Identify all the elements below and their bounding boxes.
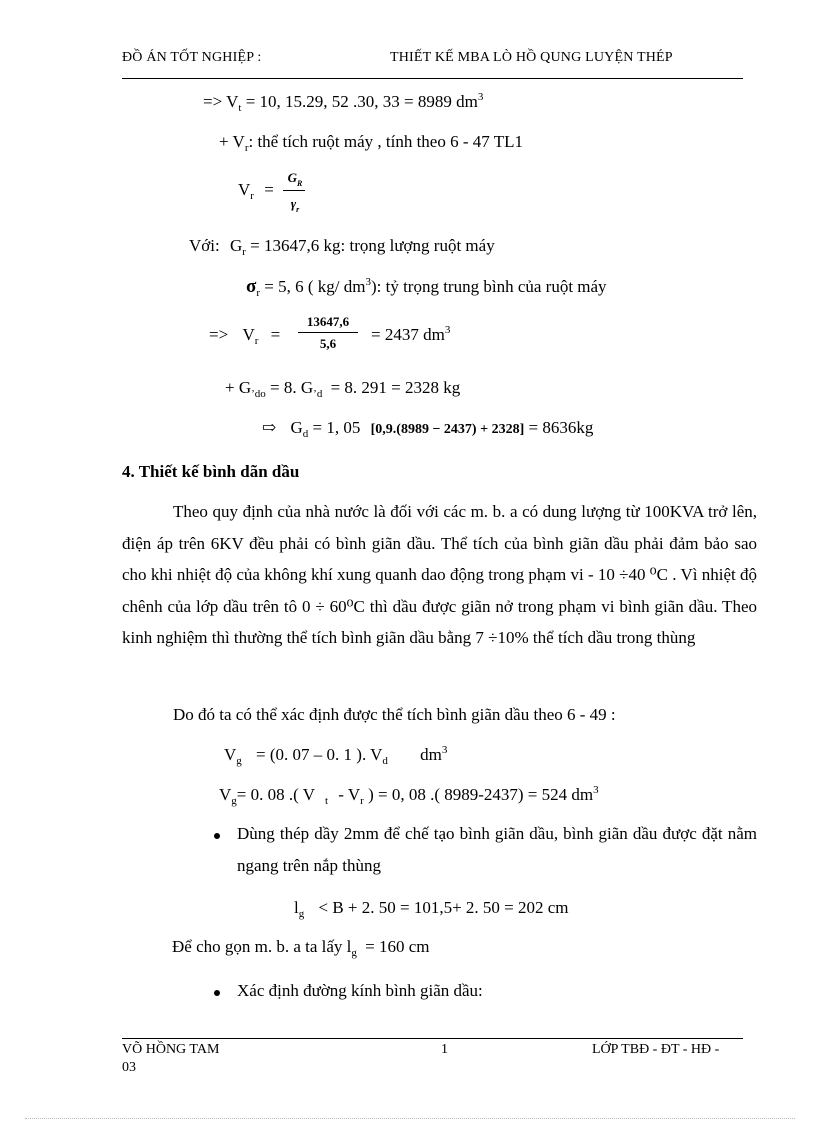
bullet-item-1: Dùng thép dầy 2mm để chế tạo bình giãn dầu, bình giãn dầu được đặt nằm ngang trên nắp thùng: [237, 824, 757, 875]
bullet-item-2: Xác định đường kính bình giãn dầu:: [237, 981, 483, 1000]
header-rule: [122, 78, 743, 79]
vr-formula-lhs: $V_r$ =: [238, 180, 274, 202]
vr-fraction-bar: [283, 190, 305, 191]
vg-formula-2: $V_g= 0$. 08 .( V $_t - V_r$ ) = 0, 08 .( 8989-2437) = 524 $dm^3$: [219, 784, 599, 807]
lg-choice: Để cho gọn m. b. a ta lấy $l_g = 160$ cm: [172, 937, 430, 959]
gdo-line: + $G_{’do} = 8$. $G_{’d} = 8$. 291 = 2328 kg: [225, 378, 461, 400]
sigma-line: $\sigma_r = 5$, 6 ( kg/ $dm^3$): tỷ trọng trung bình của ruột máy: [246, 276, 607, 299]
page-number: 1: [441, 1042, 448, 1057]
footer-author: VÕ HỒNG TAM: [122, 1042, 220, 1057]
footer-author-cont: 03: [122, 1060, 136, 1075]
vr-fraction: $G_R$ $\gamma_r$: [287, 170, 303, 214]
header-right: THIẾT KẾ MBA LÒ HỒ QUNG LUYỆN THÉP: [390, 50, 673, 65]
gd-line: ⇨ $G_d = 1$, 05 [0,9.(8989 − 2437) + 2328] = 8636kg: [262, 418, 594, 440]
arrow-icon: ⇨: [262, 418, 277, 437]
bullet-dot: [214, 990, 220, 996]
voi-line: Với: $G_r = 13647,6$ kg: trọng lượng ruột máy: [189, 236, 495, 258]
vr-calc-result: = 2437 $dm^3$: [371, 324, 451, 344]
vg-formula-1: $V_g = (0$. 07 – 0. 1 ). $V_d$ $dm^3$: [224, 744, 448, 767]
vr-definition: + $V_r$: thể tích ruột máy , tính theo 6 - 47 TL1: [219, 132, 523, 154]
vr-calc-fraction: $\frac{13647,6}{5,6}$: [298, 314, 358, 352]
paragraph-2: Do đó ta có thể xác định được thể tích bình giãn dầu theo 6 - 49 :: [173, 705, 616, 724]
footer-class: LỚP TBĐ - ĐT - HĐ -: [592, 1042, 720, 1057]
formula-vt: => $V_t = 10$, 15.29, 52 .30, 33 = 8989 $dm^3$: [203, 91, 484, 114]
lg-formula: $l_g < B + 2$. 50 = 101,5+ 2. 50 = 202 cm: [294, 898, 569, 920]
bullet-dot: [214, 833, 220, 839]
header-left: ĐỒ ÁN TỐT NGHIỆP :: [122, 50, 262, 65]
section-title: 4. Thiết kế bình dãn dầu: [122, 462, 300, 481]
paragraph-1: Theo quy định của nhà nước là đối với các m. b. a có dung lượng từ 100KVA trở lên, điện áp trên 6KV đều phải có bình giãn dầu. Thể tích của bình giãn dầu phải đảm bảo sao cho khi nhiệt độ của không khí xung quanh dao động trong phạm vi - 10 ÷40 ⁰C . Vì nhiệt độ chênh của lớp dầu trên tô 0 ÷ 60⁰C thì dầu được giãn nở trong phạm vi bình giãn dầu. Theo kinh nghiệm thì thường thể tích bình giãn dầu bằng 7 ÷10% thể tích dầu trong thùng: [122, 502, 757, 647]
footer-rule: [122, 1038, 743, 1039]
vr-calc-lhs: => $V_r$ =: [209, 325, 281, 347]
page-edge-dotted-line: [25, 1118, 795, 1119]
